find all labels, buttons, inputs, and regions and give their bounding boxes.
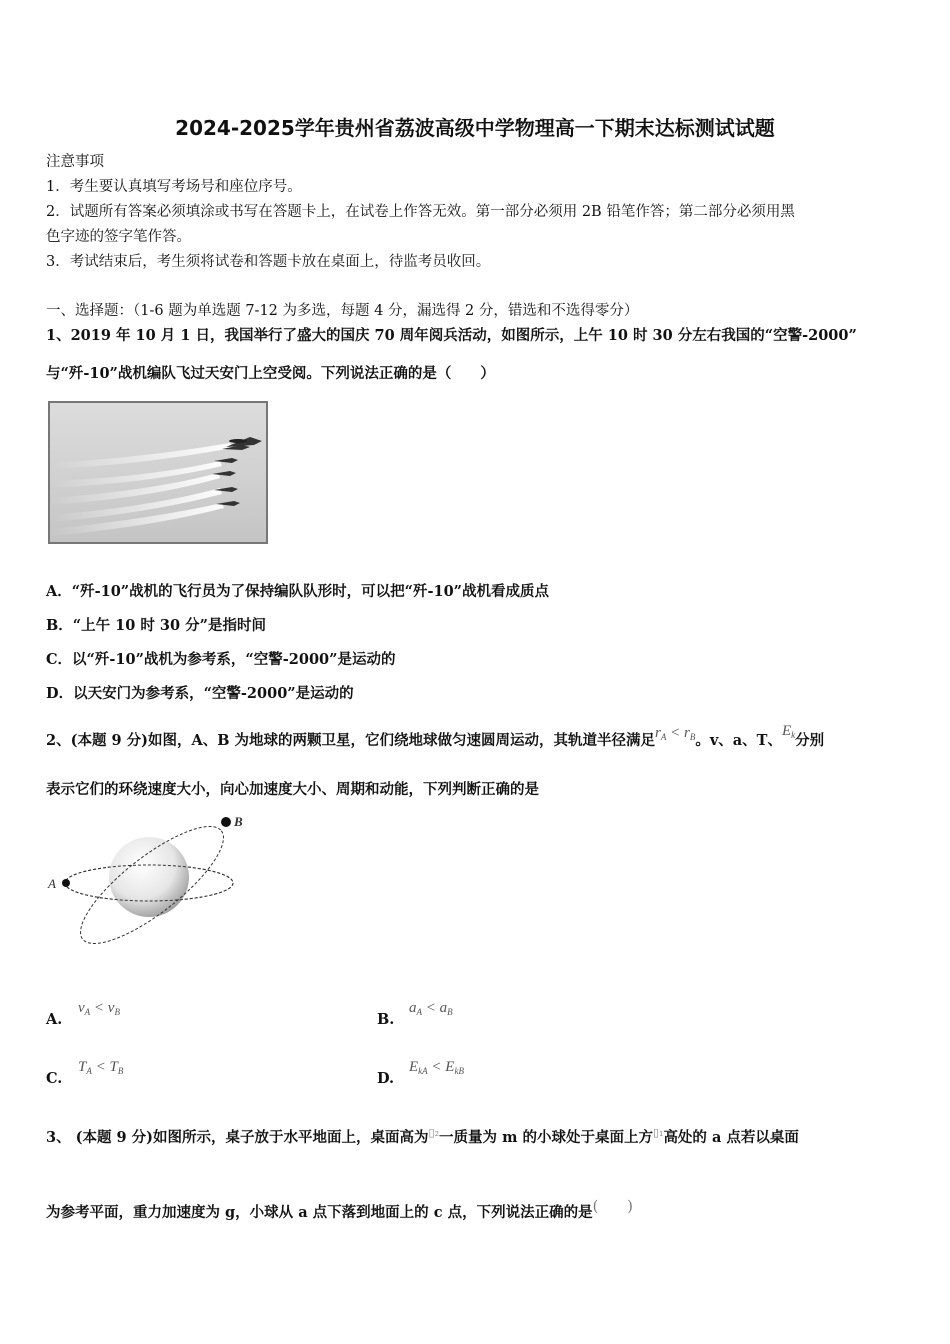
satellite-orbit-diagram xyxy=(44,805,244,965)
satellite-a-label: A xyxy=(48,876,56,891)
q2-ek-symbol: $E_k$ xyxy=(781,723,796,740)
q2-option-c[interactable]: C. $T_A < T_B$ xyxy=(46,1059,124,1087)
q1-option-b[interactable]: B．“上午 10 时 30 分”是指时间 xyxy=(46,617,266,634)
q2-option-d-formula: $E_{kA} < E_{kB}$ xyxy=(409,1059,464,1076)
answer-paren: ( ) xyxy=(592,1199,633,1215)
section-heading: 一、选择题：（1-6 题为单选题 7-12 为多选，每题 4 分，漏选得 2 分，错选和不选得零分） xyxy=(46,303,639,319)
notice-item-2: 2．试题所有答案必须填涂或书写在答题卡上，在试卷上作答无效。第一部分必须用 2B 铅笔作答；第二部分必须用黑 xyxy=(46,204,795,220)
q2-option-a-formula: $v_A < v_B$ xyxy=(78,1000,120,1017)
q1-line-2: 与“歼-10”战机编队飞过天安门上空受阅。下列说法正确的是（ ） xyxy=(46,365,495,382)
height-h1-symbol: ▯₁ xyxy=(652,1126,664,1139)
q2-radius-condition: $r_A < r_B$ xyxy=(655,725,696,742)
q2-line-2: 表示它们的环绕速度大小，向心加速度大小、周期和动能，下列判断正确的是 xyxy=(46,781,539,798)
parade-aircraft-photo xyxy=(48,401,268,544)
satellite-b-label: B xyxy=(234,814,243,829)
q2-option-a[interactable]: A. $v_A < v_B$ xyxy=(46,1000,120,1028)
q1-option-c[interactable]: C．以“歼-10”战机为参考系，“空警-2000”是运动的 xyxy=(46,651,396,668)
notice-item-3: 3．考试结束后，考生须将试卷和答题卡放在桌面上，待监考员收回。 xyxy=(46,254,491,270)
page-title: 2024-2025学年贵州省荔波高级中学物理高一下期末达标测试试题 xyxy=(175,116,775,140)
q2-line-1 xyxy=(46,723,825,755)
q1-line-1: 1、2019 年 10 月 1 日，我国举行了盛大的国庆 70 周年阅兵活动，如图所示，上午 10 时 30 分左右我国的“空警-2000” xyxy=(46,327,857,344)
q1-option-d[interactable]: D．以天安门为参考系，“空警-2000”是运动的 xyxy=(46,685,354,702)
q2-option-b[interactable]: B. $a_A < a_B$ xyxy=(377,1000,453,1028)
q2-line-1-post: 分别 xyxy=(795,732,825,749)
height-h2-symbol: ▯₂ xyxy=(428,1126,440,1139)
notice-item-1: 1．考生要认真填写考场号和座位序号。 xyxy=(46,179,302,195)
q3-line-2: 为参考平面，重力加速度为 g，小球从 a 点下落到地面上的 c 点，下列说法正确的是( ) xyxy=(46,1199,633,1221)
q2-option-c-formula: $T_A < T_B$ xyxy=(78,1059,124,1076)
q1-option-a[interactable]: A．“歼-10”战机的飞行员为了保持编队队形时，可以把“歼-10”战机看成质点 xyxy=(46,583,550,600)
notice-heading: 注意事项 xyxy=(46,154,104,170)
q3-line-1: 3、 (本题 9 分)如图所示，桌子放于水平地面上，桌面高为$^{▯_2}$一质量为 m 的小球处于桌面上方$^{▯_1}$高处的 a 点若以桌面 xyxy=(46,1126,799,1146)
notice-item-2-cont: 色字迹的签字笔作答。 xyxy=(46,229,191,245)
q2-line-1-mid: 。v、a、T、 xyxy=(695,732,782,749)
q2-option-b-formula: $a_A < a_B$ xyxy=(409,1000,453,1017)
q2-line-1-pre: 2、(本题 9 分)如图，A、B 为地球的两颗卫星，它们绕地球做匀速圆周运动，其轨道半径满足 xyxy=(46,732,656,749)
q2-option-d[interactable]: D. $E_{kA} < E_{kB}$ xyxy=(377,1059,464,1087)
